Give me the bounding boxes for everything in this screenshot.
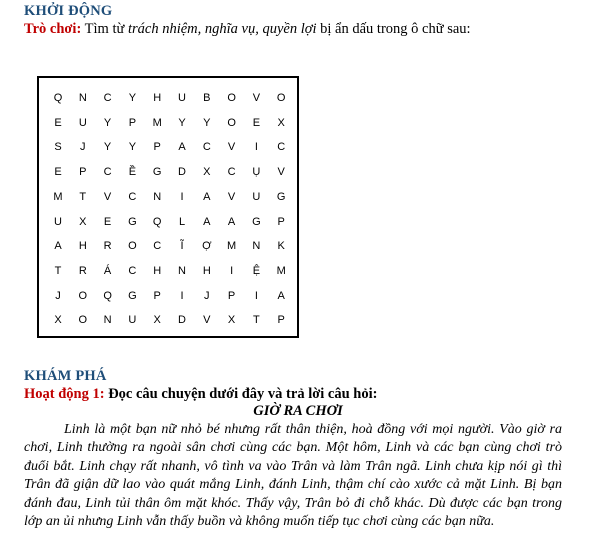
grid-letter: P [153, 141, 161, 154]
story-title: GIỜ RA CHƠI [253, 403, 343, 419]
grid-letter: Ợ [202, 240, 212, 253]
grid-letter: E [54, 116, 62, 129]
grid-letter: H [78, 240, 87, 253]
grid-letter: U [252, 190, 261, 203]
grid-letter: P [128, 116, 137, 129]
grid-letter: Ụ [252, 166, 261, 179]
grid-letter: V [227, 141, 236, 154]
grid-letter: X [227, 314, 236, 327]
grid-letter: A [203, 190, 211, 203]
grid-letter: O [78, 314, 88, 327]
grid-letter: Y [178, 116, 186, 129]
grid-letter: J [55, 289, 61, 302]
grid-letter: D [178, 314, 186, 327]
grid-letter: U [54, 215, 62, 228]
grid-letter: J [80, 141, 86, 154]
grid-letter: C [227, 166, 236, 179]
grid-letter: O [276, 92, 286, 104]
word-search-grid [37, 76, 299, 338]
grid-letter: O [78, 289, 88, 302]
grid-letter: U [128, 314, 137, 327]
grid-letter: G [152, 166, 162, 179]
game-label: Trò chơi: [24, 21, 82, 37]
grid-letter: Y [103, 116, 112, 129]
grid-letter: J [204, 289, 210, 302]
activity-label: Hoạt động 1: [24, 386, 105, 402]
grid-letter: P [153, 289, 161, 302]
grid-letter: Q [53, 92, 63, 104]
grid-letter: U [78, 116, 87, 129]
grid-letter: A [227, 215, 236, 228]
grid-letter: X [153, 314, 161, 327]
grid-letter: Á [103, 264, 112, 277]
activity-instruction [24, 386, 377, 403]
grid-letter: P [79, 166, 87, 179]
grid-letter: G [128, 215, 137, 228]
grid-letter: U [178, 92, 186, 104]
section-heading-khoi-dong: KHỞI ĐỘNG [24, 3, 113, 19]
grid-letter: I [230, 264, 234, 277]
grid-letter: C [128, 264, 137, 277]
grid-letter: N [103, 314, 112, 327]
grid-letter: V [103, 190, 112, 203]
grid-letter: O [227, 92, 236, 104]
grid-letter: N [178, 264, 186, 277]
grid-letter: M [152, 116, 162, 129]
grid-letter: D [178, 166, 186, 179]
grid-letter: T [54, 264, 62, 277]
grid-letter: R [103, 240, 112, 253]
grid-letter: S [54, 141, 62, 154]
game-text-after: bị ẩn dấu trong ô chữ sau: [316, 21, 471, 37]
grid-letter: N [252, 240, 261, 253]
game-keywords: trách nhiệm, nghĩa vụ, quyền lợi [127, 21, 317, 37]
story-body: Linh là một bạn nữ nhỏ bé nhưng rất thân thiện, hoà đồng với mọi người. Vào giờ ra chơi, Linh thường ra ngoài sân chơi cùng các bạn. Một hôm, Linh và các bạn cùng chơi trò đuổi bắt. Linh chạy rất nhanh, vô tình va vào Trân và làm Trân ngã. Linh chưa kịp nói gì thì Trân đã giận dữ lao vào quát mắng Linh, đánh Linh, thậm chí cào xước cả mặt Linh. Bị bạn đánh đau, Linh tủi thân ôm mặt khóc. Thấy vậy, Trân bỏ đi chỗ khác. Dù được các bạn trong lớp an ủi nhưng Linh vẫn thấy buồn và không muốn tiếp tục chơi cùng các bạn nữa. [24, 422, 562, 530]
grid-letter: H [153, 264, 162, 277]
grid-letter: M [227, 240, 237, 253]
grid-letter: R [78, 264, 87, 277]
grid-letter: C [103, 92, 112, 104]
grid-letter: B [203, 92, 211, 104]
grid-letter: V [277, 166, 285, 179]
grid-letter: O [227, 116, 236, 129]
grid-letter: I [180, 190, 184, 203]
grid-letter: A [178, 141, 186, 154]
grid-letter: G [252, 215, 261, 228]
grid-letter: V [203, 314, 211, 327]
grid-letter: E [103, 215, 112, 228]
grid-letter: X [277, 116, 285, 129]
section-heading-kham-pha: KHÁM PHÁ [24, 368, 107, 384]
grid-letter: A [54, 240, 62, 253]
game-instruction [24, 21, 471, 38]
grid-letter: L [178, 215, 186, 228]
grid-letter: Ĩ [180, 240, 184, 253]
grid-letter: H [202, 264, 211, 277]
grid-letter: I [254, 141, 258, 154]
game-text-before: Tìm từ [81, 21, 128, 37]
grid-letter: C [103, 166, 112, 179]
grid-letter: E [252, 116, 261, 129]
grid-letter: Y [128, 141, 137, 154]
grid-letter: M [53, 190, 63, 203]
grid-letter: C [202, 141, 211, 154]
grid-letter: Y [128, 92, 137, 104]
grid-letter: Ề [128, 166, 137, 179]
grid-letter: Q [103, 289, 112, 302]
grid-letter: M [276, 264, 286, 277]
grid-letter: Q [152, 215, 162, 228]
grid-letter: O [128, 240, 137, 253]
grid-letter: C [128, 190, 137, 203]
grid-letter: T [79, 190, 87, 203]
grid-letter: T [253, 314, 260, 327]
activity-text: Đọc câu chuyện dưới đây và trả lời câu hỏi: [104, 386, 378, 402]
grid-letter: G [128, 289, 137, 302]
grid-letter: C [277, 141, 286, 154]
grid-letter: X [203, 166, 211, 179]
grid-letter: P [227, 289, 236, 302]
grid-letter: N [153, 190, 162, 203]
grid-letter: Ệ [252, 264, 261, 277]
grid-letter: A [277, 289, 285, 302]
grid-letter: P [277, 314, 285, 327]
grid-letter: Y [203, 116, 211, 129]
grid-letter: H [153, 92, 162, 104]
grid-letter: E [54, 166, 62, 179]
grid-letter: C [153, 240, 162, 253]
grid-letter: I [180, 289, 184, 302]
grid-letter: P [277, 215, 285, 228]
grid-letter: X [79, 215, 87, 228]
grid-letter: V [227, 190, 236, 203]
grid-letter: X [54, 314, 62, 327]
grid-letter: Y [103, 141, 112, 154]
grid-letter: I [254, 289, 258, 302]
grid-letter: A [203, 215, 211, 228]
grid-letter: V [252, 92, 261, 104]
grid-letter: K [277, 240, 285, 253]
grid-letter: N [78, 92, 87, 104]
grid-letter: G [276, 190, 286, 203]
